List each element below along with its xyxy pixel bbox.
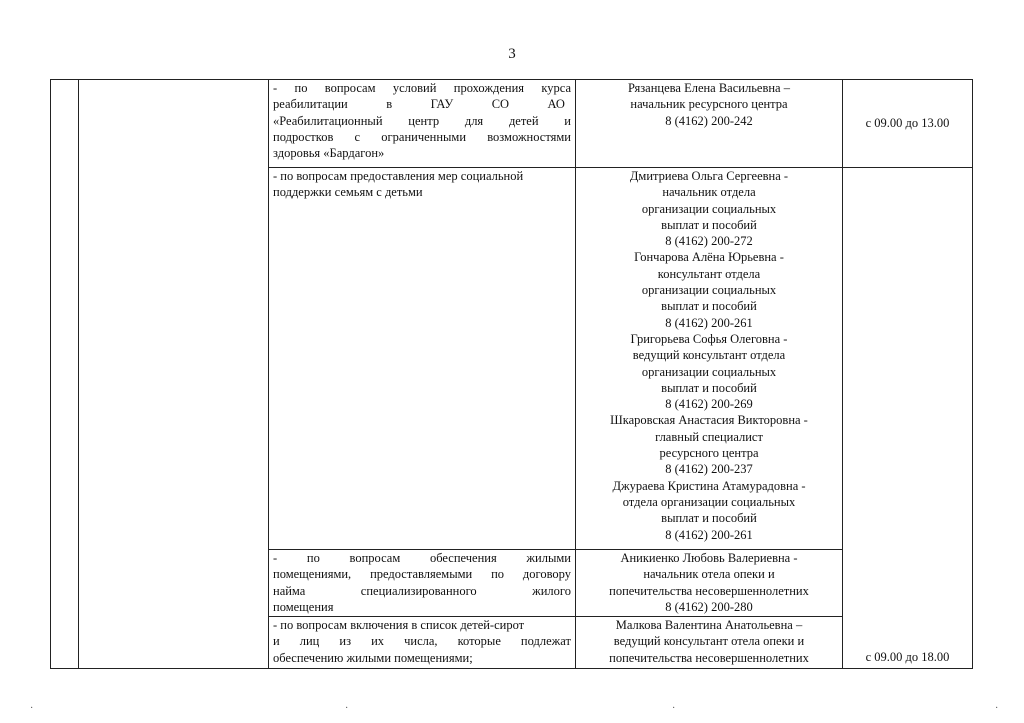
topic-word: по bbox=[294, 81, 308, 95]
contact-line: Дмитриева Ольга Сергеевна - bbox=[629, 169, 789, 183]
topic-line bbox=[273, 566, 571, 582]
topic-word: ограниченными bbox=[381, 129, 467, 144]
contact-cell bbox=[576, 550, 843, 617]
contact-line: Аникиенко Любовь Валериевна - bbox=[620, 551, 798, 565]
topic-word: АО bbox=[547, 97, 565, 112]
contact-line: Джураева Кристина Атамурадовна - bbox=[612, 478, 806, 493]
topic-word: жилыми bbox=[526, 551, 571, 565]
topic-word: - bbox=[273, 81, 278, 95]
contact-line: организации социальных bbox=[641, 201, 777, 216]
topic-word: прохождения bbox=[453, 81, 525, 95]
topic-word: вопросам bbox=[349, 551, 401, 565]
topic-word: их bbox=[371, 634, 385, 649]
schedule-table bbox=[50, 79, 973, 669]
contact-line: попечительства несовершеннолетних bbox=[609, 583, 809, 598]
contact-line: начальник ресурсного центра bbox=[630, 97, 788, 112]
topic-word: обеспечения bbox=[429, 551, 497, 565]
contact-line: выплат и пособий bbox=[661, 380, 757, 395]
contact-line: выплат и пособий bbox=[661, 217, 757, 232]
topic-word: ГАУ bbox=[430, 97, 454, 112]
topic-line bbox=[273, 96, 571, 112]
contact-line: выплат и пособий bbox=[661, 511, 757, 526]
hours-cell: с 09.00 до 18.00 bbox=[843, 168, 973, 669]
contact-line: ведущий консультант отела опеки и bbox=[613, 634, 805, 649]
contact-cell bbox=[576, 168, 843, 550]
contact-cell bbox=[576, 80, 843, 168]
topic-line bbox=[273, 113, 571, 129]
contact-line: Рязанцева Елена Васильевна – bbox=[628, 81, 790, 95]
scan-speck: · bbox=[672, 703, 676, 714]
topic-word: жилого bbox=[532, 583, 571, 598]
topic-word: для bbox=[464, 113, 484, 128]
contact-line: 8 (4162) 200-237 bbox=[665, 462, 753, 477]
topic-word: центр bbox=[408, 113, 440, 128]
topic-word: числа, bbox=[404, 634, 438, 649]
scan-speck: · bbox=[30, 703, 34, 714]
topic-cell bbox=[269, 550, 576, 617]
contact-line: ресурсного центра bbox=[659, 446, 759, 461]
topic-line bbox=[273, 80, 571, 96]
topic-word: условий bbox=[392, 81, 437, 95]
contact-line: Шкаровская Анастасия Викторовна - bbox=[610, 413, 808, 428]
contact-line: Григорьева Софья Олеговна - bbox=[630, 331, 788, 346]
contact-line: 8 (4162) 200-261 bbox=[665, 527, 753, 542]
contact-line: начальник отела опеки и bbox=[643, 567, 775, 582]
contact-line: главный специалист bbox=[655, 429, 763, 444]
topic-line: поддержки семьям с детьми bbox=[273, 185, 423, 200]
topic-line bbox=[273, 583, 571, 599]
topic-line: здоровья «Бардагон» bbox=[273, 146, 385, 161]
contact-line: Гончарова Алёна Юрьевна - bbox=[634, 250, 784, 265]
topic-word: с bbox=[354, 129, 361, 144]
topic-cell bbox=[269, 617, 576, 669]
contact-line: попечительства несовершеннолетних bbox=[609, 650, 809, 665]
topic-word: которые bbox=[457, 634, 501, 649]
contact-line: отдела организации социальных bbox=[622, 494, 796, 509]
topic-word: вопросам bbox=[324, 81, 376, 95]
topic-line: - по вопросам включения в список детей-сирот bbox=[273, 618, 525, 632]
contact-line: 8 (4162) 200-272 bbox=[665, 234, 753, 249]
topic-word: специализированного bbox=[360, 583, 477, 598]
topic-cell bbox=[269, 80, 576, 168]
topic-word: найма bbox=[273, 583, 306, 598]
topic-word: подростков bbox=[273, 129, 334, 144]
topic-line bbox=[273, 129, 571, 145]
service-cell bbox=[79, 80, 269, 669]
topic-word: договору bbox=[522, 567, 571, 582]
contact-line: начальник отдела bbox=[662, 185, 756, 200]
number-cell bbox=[51, 80, 79, 669]
hours-cell: с 09.00 до 13.00 bbox=[843, 80, 973, 168]
contact-line: 8 (4162) 200-280 bbox=[665, 599, 753, 614]
contact-line: ведущий консультант отдела bbox=[632, 348, 786, 363]
topic-word: по bbox=[306, 551, 320, 565]
topic-word: в bbox=[386, 97, 393, 112]
topic-word: и bbox=[564, 113, 571, 128]
contact-line: 8 (4162) 200-261 bbox=[665, 315, 753, 330]
topic-word: реабилитации bbox=[273, 97, 348, 112]
contact-line: Малкова Валентина Анатольевна – bbox=[615, 618, 803, 632]
topic-word: - bbox=[273, 551, 278, 565]
contact-line: организации социальных bbox=[641, 283, 777, 298]
topic-line: помещения bbox=[273, 599, 334, 614]
topic-line: - по вопросам предоставления мер социальной bbox=[273, 169, 524, 183]
topic-word: возможностями bbox=[487, 129, 571, 144]
topic-cell bbox=[269, 168, 576, 550]
topic-word: курса bbox=[541, 81, 571, 95]
contact-line: организации социальных bbox=[641, 364, 777, 379]
topic-word: подлежат bbox=[520, 634, 571, 649]
topic-word: и bbox=[273, 634, 280, 649]
scan-speck: · bbox=[995, 703, 999, 714]
topic-word: «Реабилитационный bbox=[273, 113, 383, 128]
topic-word: лиц bbox=[299, 634, 320, 649]
scan-speck: · bbox=[345, 703, 349, 714]
topic-line bbox=[273, 633, 571, 649]
topic-line bbox=[273, 550, 571, 566]
topic-word: по bbox=[491, 567, 505, 582]
table-row bbox=[51, 80, 973, 168]
contact-line: консультант отдела bbox=[657, 266, 761, 281]
contact-line: 8 (4162) 200-269 bbox=[665, 397, 753, 412]
contact-cell bbox=[576, 617, 843, 669]
topic-word: детей bbox=[508, 113, 539, 128]
page-number: 3 bbox=[508, 46, 516, 62]
contact-line: выплат и пособий bbox=[661, 299, 757, 314]
topic-line: обеспечению жилыми помещениями; bbox=[273, 650, 473, 665]
topic-word: из bbox=[339, 634, 352, 649]
contact-line: 8 (4162) 200-242 bbox=[665, 113, 753, 128]
topic-word: предоставляемыми bbox=[370, 567, 473, 582]
topic-word: СО bbox=[491, 97, 510, 112]
topic-word: помещениями, bbox=[273, 567, 352, 582]
